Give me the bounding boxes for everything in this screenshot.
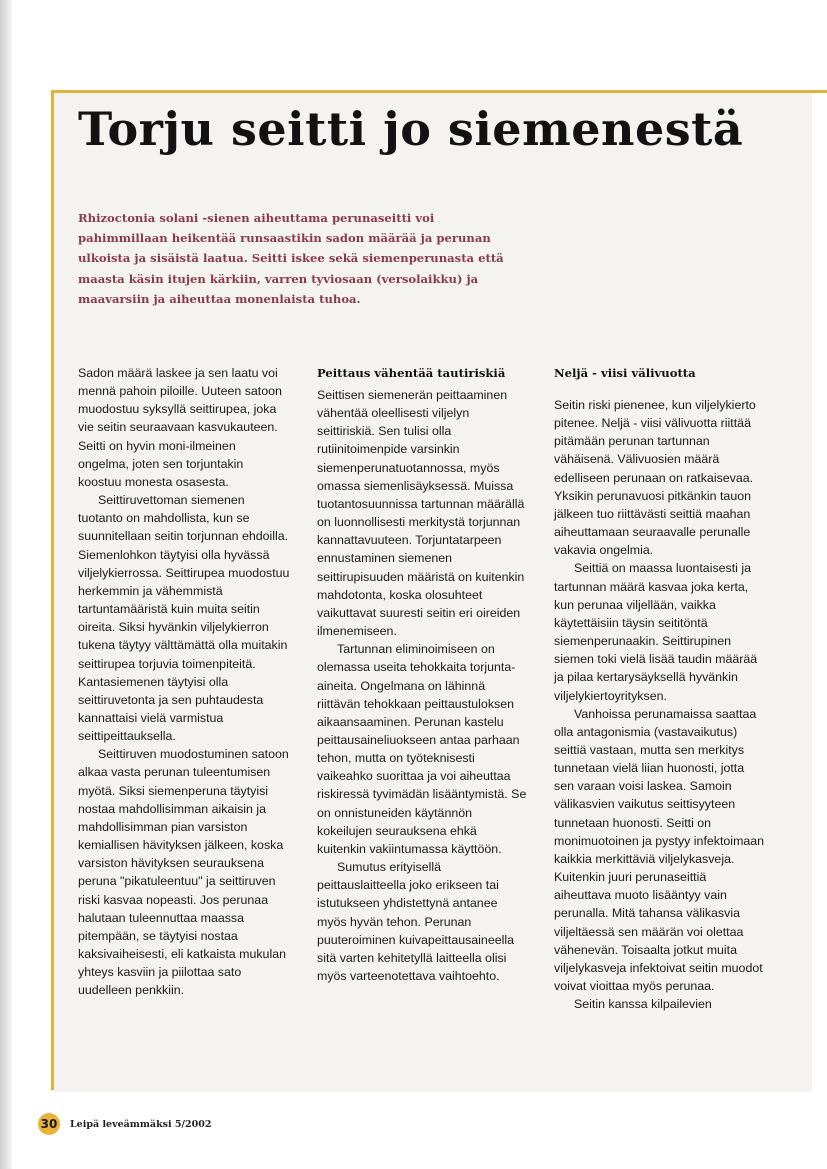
paragraph: Seitin riski pienenee, kun viljelykierto pitenee. Neljä - viisi välivuotta riittää pitämään perunan tartunnan vähäisenä. Välivuosien määrä edelliseen perunaan on ratkaisevaa. Yksikin perunavuosi pitkänkin tauon jälkeen tuo riittävästi seittiä maahan aiheuttamaan seuraavalle perunalle vakavia ongelmia. [554, 398, 756, 558]
publication-name: Leipä leveämmäksi 5/2002 [70, 1118, 212, 1130]
paragraph: Sadon määrä laskee ja sen laatu voi mennä pahoin piloille. Uuteen satoon muodostuu syksyllä seittirupea, joka vie seitin seuraavaan kasvukauteen. Seitti on hyvin moni-ilmeinen ongelma, joten sen torjuntakin koostuu monesta osasesta. [78, 366, 282, 489]
section-heading: Peittaus vähentää tautiriskiä [317, 366, 506, 380]
paragraph: Vanhoissa perunamaissa saattaa olla antagonismia (vastavaikutus) seittiä vastaan, mutta sen merkitys tunnetaan vielä liian huonosti, jotta sen varaan voisi laskea. Samoin välikasvien vaikutus seittisyyteen tunnetaan huonosti. Seitti on monimuotoinen ja pystyy infektoimaan kaikkia merkittäviä viljelykasveja. Kuitenkin juuri perunaseittiä aiheuttava muoto lisääntyy vain perunalla. Mitä tahansa välikasvia viljeltäessä sen määrän voi olettaa vähenevän. Toisaalta jotkut muita viljelykasveja infektoivat seitin muodot voivat vioittaa myös perunaa. [554, 706, 765, 993]
accent-rule-left [51, 90, 54, 1090]
paragraph: Sumutus erityisellä peittauslaitteella joko erikseen tai istutukseen yhdistettynä antanee myös hyvän tehon. Perunan puuteroiminen kuivapeittausaineella sitä varten kehitetyllä laitteella olisi myös varteenotettava vaihtoehto. [317, 860, 515, 983]
page-footer [38, 1113, 211, 1135]
article-column-2 [317, 364, 529, 985]
section-heading: Neljä - viisi välivuotta [554, 366, 696, 380]
page-number-badge: 30 [38, 1113, 60, 1135]
article-lead: Rhizoctonia solani -sienen aiheuttama perunaseitti voi pahimmillaan heikentää runsaastikin sadon määrää ja perunan ulkoista ja sisäistä laatua. Seitti iskee sekä siemenperunasta että maasta käsin itujen kärkiin, varren tyviosaan (versolaikku) ja maavarsiin ja aiheuttaa monenlaista tuhoa. [78, 211, 504, 306]
article-title: Torju seitti jo siemenestä [78, 102, 744, 156]
paragraph: Tartunnan eliminoimiseen on olemassa useita tehokkaita torjunta-aineita. Ongelmana on lähinnä riittävän tehokkaan peittaustuloksen aikaansaaminen. Perunan kastelu peittausaineliuokseen antaa parhaan tehon, mutta on työteknisesti vaikeahko suorittaa ja voi aiheuttaa riskiressä tyvimädän lisääntymistä. Se on onnistuneiden käytännön kokeilujen seurauksena ehkä kuitenkin vakiintumassa käyttöön. [317, 642, 527, 856]
page-binding-edge [0, 0, 12, 1169]
paragraph: Seittiruven muodostuminen satoon alkaa vasta perunan tuleentumisen myötä. Siksi siemenperuna täytyisi nostaa mahdollisimman aikaisin ja mahdollisimman pian varsiston kemiallisen hävityksen jälkeen, koska varsiston hävityksen seurauksena peruna "pikatuleentuu" ja seittiruven riski kasvaa nopeasti. Jos perunaa halutaan tuleennuttaa maassa pitempään, se täytyisi nostaa kaksivaiheisesti, eli katkaista mukulan yhteys kasviin ja piilottaa sato uudelleen penkkiin. [78, 747, 289, 998]
accent-rule-top [52, 90, 827, 93]
paragraph: Seitin kanssa kilpailevien [574, 997, 712, 1012]
article-column-3 [554, 364, 766, 1013]
paragraph: Seittisen siemenerän peittaaminen vähentää oleellisesti viljelyn seittiriskiä. Sen tulisi olla rutiinitoimenpide varsinkin siemenperunatuotannossa, myös omassa siemenlisäyksessä. Muissa tuotantosuunnissa tartunnan määrällä on luonnollisesti merkitystä torjunnan kannattavuuteen. Torjuntatarpeen ennustaminen siemenen seittirupisuuden määristä on kuitenkin mahdotonta, koska olosuhteet vaikuttavat suuresti seitin eri oireiden ilmenemiseen. [317, 388, 525, 639]
paragraph: Seittiruvettoman siemenen tuotanto on mahdollista, kun se suunnitellaan seitin torjunnan ehdoilla. Siemenlohkon täytyisi olla hyvässä viljelykierrossa. Seittirupea muodostuu herkemmin ja vähemmistä tartuntamääristä kuin muita seitin oireita. Siksi hyvänkin viljelykierron tukena täytyy välttämättä olla muitakin seittirupea torjuvia toimenpiteitä. Kantasiemenen täytyisi olla seittiruvetonta ja sen puhtaudesta kannattaisi vielä varmistua seittipeittauksella. [78, 493, 290, 744]
article-column-1 [78, 364, 290, 999]
paragraph: Seittiä on maassa luontaisesti ja tartunnan määrä kasvaa joka kerta, kun perunaa viljellään, vaikka käytettäisiin täysin seititöntä siemenperunaakin. Seittirupinen siemen toki vielä lisää taudin määrää ja pilaa kertarysäyksellä hyvänkin viljelykiertoyrityksen. [554, 561, 758, 703]
